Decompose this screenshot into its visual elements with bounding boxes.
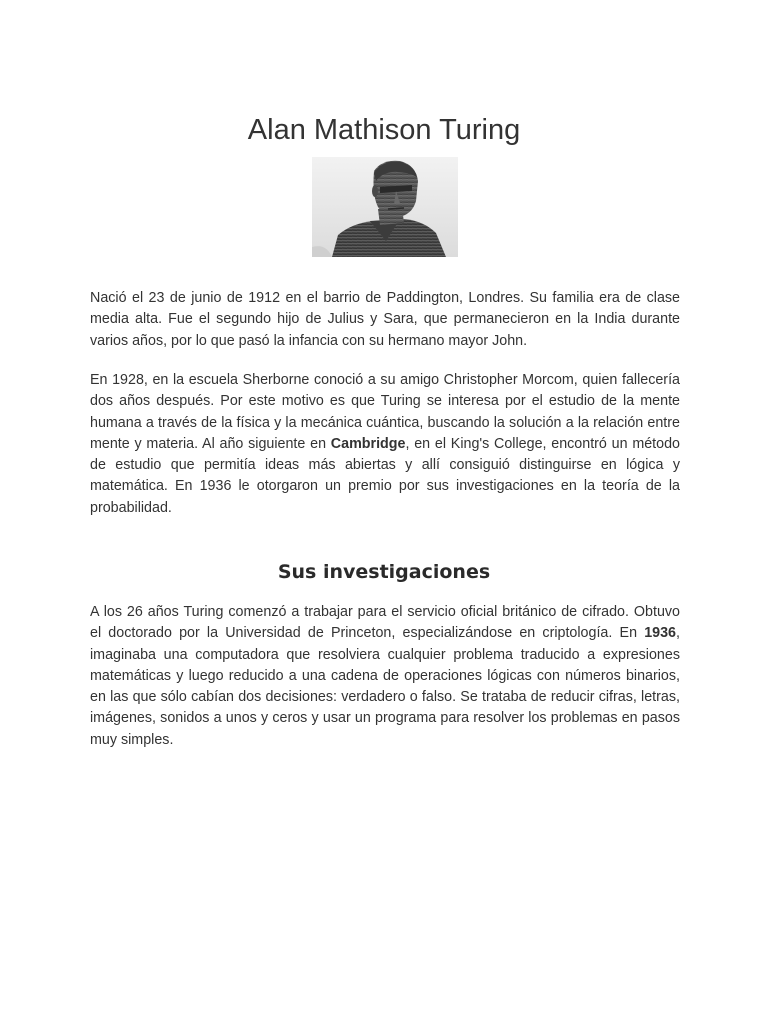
document-title: Alan Mathison Turing	[247, 114, 521, 146]
paragraph-3-text-start: A los 26 años Turing comenzó a trabajar para el servicio oficial británico de cifrado. Obtuvo el doctorado por la Universidad de Princeton, especializándose en criptología. En	[90, 604, 680, 642]
turing-statue-photo	[312, 157, 458, 257]
paragraph-3-text-end: , imaginaba una computadora que resolviera cualquier problema traducido a expresiones matemáticas y luego reducido a una cadena de operaciones lógicas con números binarios, en las que sólo cabían dos decisiones: verdadero o falso. Se trataba de reducir cifras, letras, imágenes, sonidos a unos y ceros y usar un programa para resolver los problemas en pasos muy simples.	[90, 625, 680, 748]
paragraph-2-text-start: En 1928, en la escuela Sherborne conoció a su amigo Christopher Morcom, quien fallecería dos años después. Por este motivo es que Turing se interesa por el estudio de la mente humana a través de la física y la mecánica cuántica, buscando la solución a la relación entre mente y materia. Al año siguiente en	[90, 372, 680, 452]
year-1936-bold-text: 1936	[644, 625, 677, 642]
paragraph-2-text-end: , en el King's College, encontró un método de estudio que permitía ideas más abiertas y allí consiguió distinguirse en lógica y matemática. En 1936 le otorgaron un premio por sus investigaciones en la teoría de la probabilidad.	[90, 435, 681, 516]
cambridge-bold-text: Cambridge	[330, 435, 406, 452]
research-paragraph	[90, 602, 680, 751]
biography-paragraph-2	[90, 370, 680, 519]
biography-paragraph-1: Nació el 23 de junio de 1912 en el barrio de Paddington, Londres. Su familia era de clase media alta. Fue el segundo hijo de Julius y Sara, que permanecieron en la India durante varios años, por lo que pasó la infancia con su hermano mayor John.	[90, 290, 680, 349]
section-heading: Sus investigaciones	[277, 561, 491, 583]
